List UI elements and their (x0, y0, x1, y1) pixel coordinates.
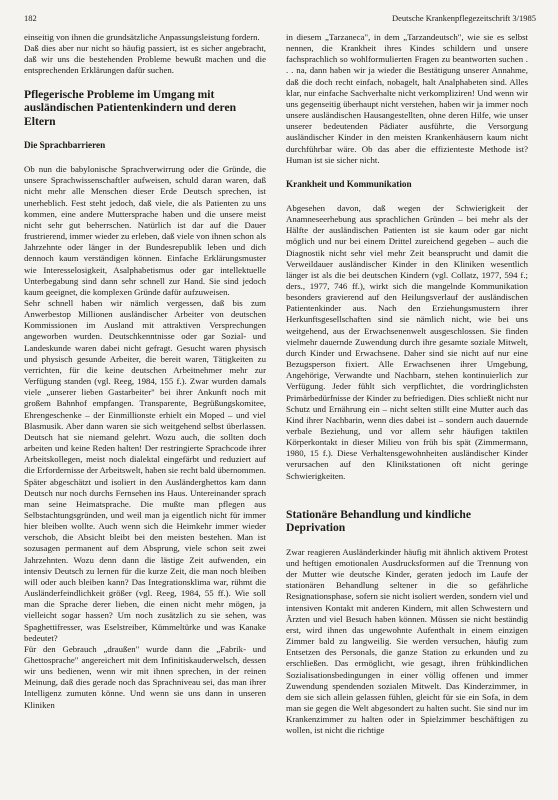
body-paragraph: Ob nun die babylonische Sprachverwirrung oder die Gründe, die unsere Sprachwissenschaftler aufweisen, schuld daran waren, daß nicht mehr alle Menschen dieser Erde Deutsch sprechen, ist unerheblich. Fest steht jedoch, daß viele, die als Patienten zu uns kommen, eine andere Muttersprache haben und die unsere meist nicht sehr gut beherrschen. Natürlich ist dar auf die Dauer frustrierend, immer wieder zu erleben, daß viele von ihnen schon als Jahrzehnte oder länger in der Bundesrepublik leben und dich dennoch kaum verständigen können. Einfache Erklärungsmuster wie Interesselosigkeit, Asalphabetismus oder gar intellektuelle Unterbegabung sind dann sehr schnell zur Hand. Sie sind jedoch kaum geeignet, die komplexen Gründe dafür aufzuweisen. (24, 164, 266, 297)
intro-paragraph-2: Daß dies aber nur nicht so häufig passiert, ist es sicher angebracht, daß wir uns die bestehenden Probleme bewußt machen und die entsprechenden Erklärungen dafür suchen. (24, 43, 266, 76)
body-paragraph: in diesem „Tarzaneca", in dem „Tarzandeutsch", wie sie es selbst nennen, die Krankheit ihres Kindes schildern und unsere fachsprachlich so wohlformulierten Fragen zu beantworten suchen . . . na, dann haben wir ja wieder die Bestätigung unserer Annahme, daß die doch recht einfach, nobagelt, halt Analphabeten sind. Alles klar, nur einfache Sachverhalte nicht verkompliziren! Und wenn wir uns gegenseitig überhaupt nicht verstehen, haben wir ja immer noch unsere ausländischen Hausangestellten, ohne deren Hilfe, wie unser unserer bedeutenden Pädiater ausführte, die Versorgung ausländischer Kinder in den meisten Krankenhäusern kaum nicht durchführbar wäre. Ob das aber die effizienteste Methode ist? Human ist sie sicher nicht. (286, 32, 528, 165)
page-header (24, 13, 536, 27)
subheading-illness-communication: Krankheit und Kommunikation (286, 178, 412, 189)
intro-paragraph-1: einseitig von ihnen die grundsätzliche Anpassungsleistung fordern. (24, 32, 260, 42)
left-column (24, 32, 266, 711)
body-paragraph: Für den Gebrauch „draußen" wurde dann die „Fabrik- und Ghettosprache" angereichert mit dem Infinitiskauderwelsch, dessen wir uns bedienen, wenn wir mit ihnen sprechen, in der reinen Meinung, daß dies gerade noch das Sprachniveau sei, das man ihrer Intelligenz zumuten könne. Und wenn sie uns dann in unseren Kliniken (24, 643, 266, 710)
right-column (286, 32, 528, 736)
section-title-care-problems: Pflegerische Probleme im Umgang mit ausländischen Patientenkindern und deren Eltern (24, 87, 237, 128)
subheading-language-barriers: Die Sprachbarrieren (24, 140, 106, 151)
journal-title: Deutsche Krankenpflegezeitschrift 3/1985 (392, 13, 536, 23)
page-number: 182 (24, 13, 37, 23)
body-paragraph: Abgesehen davon, daß wegen der Schwierigkeit der Anamneseerhebung aus sprachlichen Gründen – bei mehr als der Hälfte der ausländischen Patienten ist sie kaum oder gar nicht möglich und nur bei einem Drittel zureichend gegeben – auch die Diagnostik nicht sehr viel mehr Zeit beansprucht und damit die Verweildauer ausländischer Kinder in den Kliniken wesentlich länger ist als die bei deutschen Kindern (vgl. Collatz, 1977, 594 f.; ders., 1977, 746 ff.), wirkt sich die mangelnde Kommunikation besonders gravierend auf den Heilungsverlauf der ausländischen Patientenkinder aus. Nach den Erziehungsmustern ihrer Herkunftsgesellschaften sind sie nämlich nicht, wie bei uns weitgehend, aus der Erwachsenenwelt ausgeschlossen. Sie finden vielmehr dauernde Zuwendung durch ihre gesamte soziale Mitwelt, durch Kinder und Erwachsene. Daher sind sie nicht auf nur eine Bezugsperson fixiert. Alle Erwachsenen ihrer Umgebung, Angehörige, Verwandte und Nachbarn, stehen kontinuierlich zur Verfügung. Jeder fühlt sich verpflichtet, die vordringlichsten Primärbedürfnisse der Kinder zu befriedigen. Dies schließt nicht nur Schutz und Ernährung ein – nicht selten stillt eine Mutter auch das Kind ihrer Nachbarin, wenn dies dabei ist – sondern auch dauernde verbale Beziehung, und vor allem sehr häufigen taktilen Körperkontakt in dieser Milieu von früh bis spät (Zimmermann, 1980, 15 f.). Diese Verhaltensgewohnheiten ausländischer Kinder verursachen auf den Klinikstationen oft nicht geringe Schwierigkeiten. (286, 202, 528, 481)
section-title-inpatient-deprivation: Stationäre Behandlung und kindliche Deprivation (286, 507, 472, 535)
body-paragraph: Zwar reagieren Ausländerkinder häufig mit ähnlich aktivem Protest und heftigen emotionalen Ausdrucksformen auf die Trennung von der Mutter wie deutsche Kinder, geraten jedoch im Laufe der stationären Behandlung seltener in die so gefährliche Resignationsphase, sofern sie nicht isoliert werden, sondern viel und intensiven Kontakt mit anderen Kindern, mit allen Schwestern und Ärzten und viel Besuch haben können. Müssen sie nicht beständig erst, wird ihnen das ungewohnte Aufenthalt in einem einzigen Zimmer bald zu langweilig. Sie werden versuchen, häufig zum Entsetzen des Personals, die ganze Station zu erkunden und zu erschließen. Das ermöglicht, wie gesagt, ihren frühkindlichen Sozialisationsbedingungen in einer völlig offenen und immer Zuwendung spendenden sozialen Mitwelt. Das Kinderzimmer, in dem sie sich allein gelassen fühlen, gleicht für sie ein Sofa, in dem man sie gegen die Welt abgesondert zu halten sucht. Sie sind nur im Krankenzimmer zu halten oder in Spielzimmer beschäftigen zu wollen, ist nicht die richtige (286, 546, 528, 736)
body-paragraph: Sehr schnell haben wir nämlich vergessen, daß bis zum Anwerbestop Millionen ausländischer Arbeiter von deutschen Kommissionen im Ausland mit attraktiven Versprechungen angeworben wurden. Deutschkenntnisse oder gar Sozial- und Landeskunde waren dabei nicht gefragt. Gesucht waren physisch und physisch gesunde Arbeiter, die bereit waren, Tätigkeiten zu verrichten, für die keine deutschen Arbeitnehmer mehr zur Verfügung standen (vgl. Reeg, 1984, 155 f.). Zwar wurden damals viele „unserer lieben Gastarbeiter" bei ihrer Ankunft noch mit großem Bahnhof empfangen. Transparente, Begrüßungskomitee, Ehrengeschenke – der Einmillionste erhielt ein Moped – und viel Blasmusik. Aber dann waren sie sich weitgehend selbst überlassen. Deutsch hat sie niemand gelehrt. Wozu auch, die sollten doch arbeiten und keine Reden halten! Der restringierte Sprachcode ihrer Arbeitskollegen, meist noch dialektal eingefärbt und reduziert auf die Erfordernisse der Arbeitswelt, haben sie recht bald übernommen. Später abgeschätzt und isoliert in den Ausländerghettos kam dann Deutsch nur noch durchs Fernsehen ins Haus. Untereinander sprach man seine Heimatsprache. Die mußte man pflegen aus Selbstachtungsgründen, und weil man ja eigentlich nicht für immer hier bleiben wollte. Auch wenn sich die Heimkehr immer wieder verschob, die Absicht bleibt bei den meisten bestehen. Man ist sozusagen permanent auf dem Absprung, viele schon seit zwei Jahrzehnten. Wozu denn dann die lästige Zeit aufwenden, ein intensiv Deutsch zu lernen für die kurze Zeit, die man noch bleiben will oder auch bleiben kann? Das Integrationsklima war, rühmt die Ausländerfeindlichkeit größer (vgl. Reeg, 1984, 55 ff.). Wie soll man die Sprache derer lieben, die einen nicht mehr mögen, ja vielleicht sogar hassen? Um noch zusätzlich zu sie sehen, was Spaghettifresser, was Eselstreiber, Kümmeltürke und was Kanake bedeutet? (24, 298, 266, 643)
